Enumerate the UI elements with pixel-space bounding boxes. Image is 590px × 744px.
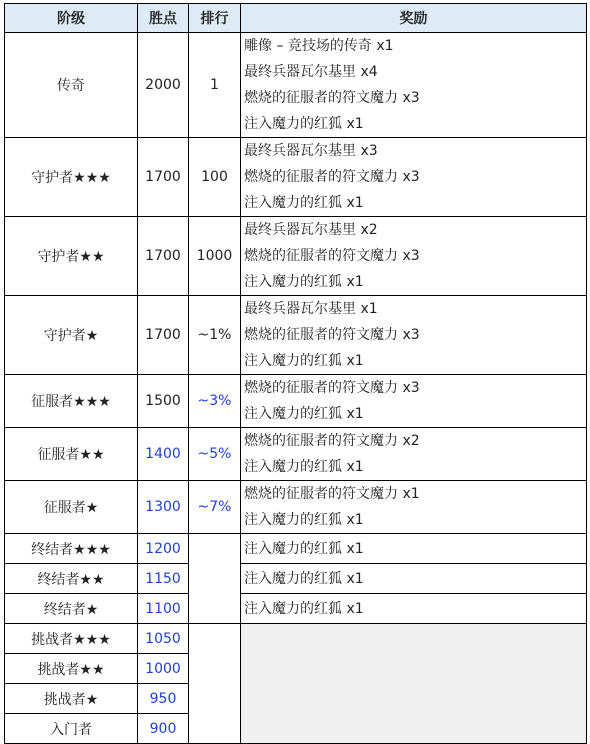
tier-cell: 征服者★★ bbox=[5, 428, 138, 481]
reward-line: 最终兵器瓦尔基里 x4 bbox=[244, 64, 378, 80]
reward-cell bbox=[241, 217, 587, 296]
points-cell: 1100 bbox=[138, 594, 189, 624]
header-tier: 阶级 bbox=[5, 4, 138, 33]
reward-line: 燃烧的征服者的符文魔力 x1 bbox=[244, 486, 420, 502]
rank-cell: 1000 bbox=[189, 217, 241, 296]
reward-line: 注入魔力的红狐 x1 bbox=[244, 116, 364, 132]
header-row bbox=[5, 4, 587, 33]
reward-line: 注入魔力的红狐 x1 bbox=[244, 540, 364, 557]
tier-cell: 挑战者★★★ bbox=[5, 624, 138, 654]
reward-cell bbox=[241, 375, 587, 428]
reward-line: 燃烧的征服者的符文魔力 x3 bbox=[244, 380, 420, 396]
points-cell: 1500 bbox=[138, 375, 189, 428]
rank-cell: 1 bbox=[189, 33, 241, 138]
points-cell: 1300 bbox=[138, 481, 189, 534]
reward-line: 燃烧的征服者的符文魔力 x2 bbox=[244, 433, 420, 449]
reward-line: 注入魔力的红狐 x1 bbox=[244, 600, 364, 617]
tier-cell: 挑战者★ bbox=[5, 684, 138, 714]
points-cell: 1700 bbox=[138, 217, 189, 296]
tier-cell: 守护者★★ bbox=[5, 217, 138, 296]
tier-cell: 入门者 bbox=[5, 714, 138, 744]
reward-line: 注入魔力的红狐 x1 bbox=[244, 353, 364, 369]
table-row bbox=[5, 138, 587, 217]
points-cell: 1150 bbox=[138, 564, 189, 594]
table-row bbox=[5, 624, 587, 654]
table-row bbox=[5, 296, 587, 375]
reward-table-container bbox=[4, 3, 587, 744]
rank-cell: ~7% bbox=[189, 481, 241, 534]
tier-cell: 征服者★★★ bbox=[5, 375, 138, 428]
reward-cell bbox=[241, 33, 587, 138]
rank-cell: ~3% bbox=[189, 375, 241, 428]
reward-line: 注入魔力的红狐 x1 bbox=[244, 512, 364, 528]
points-cell: 1050 bbox=[138, 624, 189, 654]
tier-cell: 挑战者★★ bbox=[5, 654, 138, 684]
points-cell: 950 bbox=[138, 684, 189, 714]
reward-line: 燃烧的征服者的符文魔力 x3 bbox=[244, 327, 420, 343]
points-cell: 1700 bbox=[138, 138, 189, 217]
reward-cell bbox=[241, 481, 587, 534]
tier-cell: 守护者★ bbox=[5, 296, 138, 375]
rank-cell: 100 bbox=[189, 138, 241, 217]
table-row bbox=[5, 564, 587, 594]
reward-line: 燃烧的征服者的符文魔力 x3 bbox=[244, 248, 420, 264]
table-row bbox=[5, 481, 587, 534]
tier-cell: 终结者★ bbox=[5, 594, 138, 624]
points-cell: 900 bbox=[138, 714, 189, 744]
reward-cell-empty bbox=[241, 624, 587, 744]
header-rank: 排行 bbox=[189, 4, 241, 33]
reward-line: 燃烧的征服者的符文魔力 x3 bbox=[244, 90, 420, 106]
rank-cell-empty bbox=[189, 624, 241, 744]
tier-cell: 终结者★★ bbox=[5, 564, 138, 594]
tier-cell: 传奇 bbox=[5, 33, 138, 138]
header-reward: 奖励 bbox=[241, 4, 587, 33]
tier-cell: 守护者★★★ bbox=[5, 138, 138, 217]
reward-line: 注入魔力的红狐 x1 bbox=[244, 406, 364, 422]
table-row bbox=[5, 534, 587, 564]
rank-cell-empty bbox=[189, 534, 241, 624]
table-row bbox=[5, 594, 587, 624]
table-row bbox=[5, 33, 587, 138]
reward-line: 注入魔力的红狐 x1 bbox=[244, 195, 364, 211]
tier-cell: 征服者★ bbox=[5, 481, 138, 534]
reward-cell bbox=[241, 138, 587, 217]
reward-line: 注入魔力的红狐 x1 bbox=[244, 459, 364, 475]
table-row bbox=[5, 217, 587, 296]
rank-cell: ~5% bbox=[189, 428, 241, 481]
points-cell: 1700 bbox=[138, 296, 189, 375]
reward-cell bbox=[241, 594, 587, 624]
reward-cell bbox=[241, 564, 587, 594]
reward-line: 注入魔力的红狐 x1 bbox=[244, 274, 364, 290]
reward-line: 雕像 – 竞技场的传奇 x1 bbox=[244, 38, 394, 54]
table-row bbox=[5, 428, 587, 481]
points-cell: 2000 bbox=[138, 33, 189, 138]
rank-cell: ~1% bbox=[189, 296, 241, 375]
reward-line: 最终兵器瓦尔基里 x2 bbox=[244, 222, 378, 238]
reward-cell bbox=[241, 428, 587, 481]
tier-cell: 终结者★★★ bbox=[5, 534, 138, 564]
reward-cell bbox=[241, 534, 587, 564]
points-cell: 1200 bbox=[138, 534, 189, 564]
reward-line: 最终兵器瓦尔基里 x3 bbox=[244, 143, 378, 159]
reward-line: 注入魔力的红狐 x1 bbox=[244, 570, 364, 587]
points-cell: 1000 bbox=[138, 654, 189, 684]
reward-cell bbox=[241, 296, 587, 375]
header-points: 胜点 bbox=[138, 4, 189, 33]
arena-reward-table bbox=[4, 3, 587, 744]
reward-line: 燃烧的征服者的符文魔力 x3 bbox=[244, 169, 420, 185]
table-row bbox=[5, 375, 587, 428]
points-cell: 1400 bbox=[138, 428, 189, 481]
reward-line: 最终兵器瓦尔基里 x1 bbox=[244, 301, 378, 317]
